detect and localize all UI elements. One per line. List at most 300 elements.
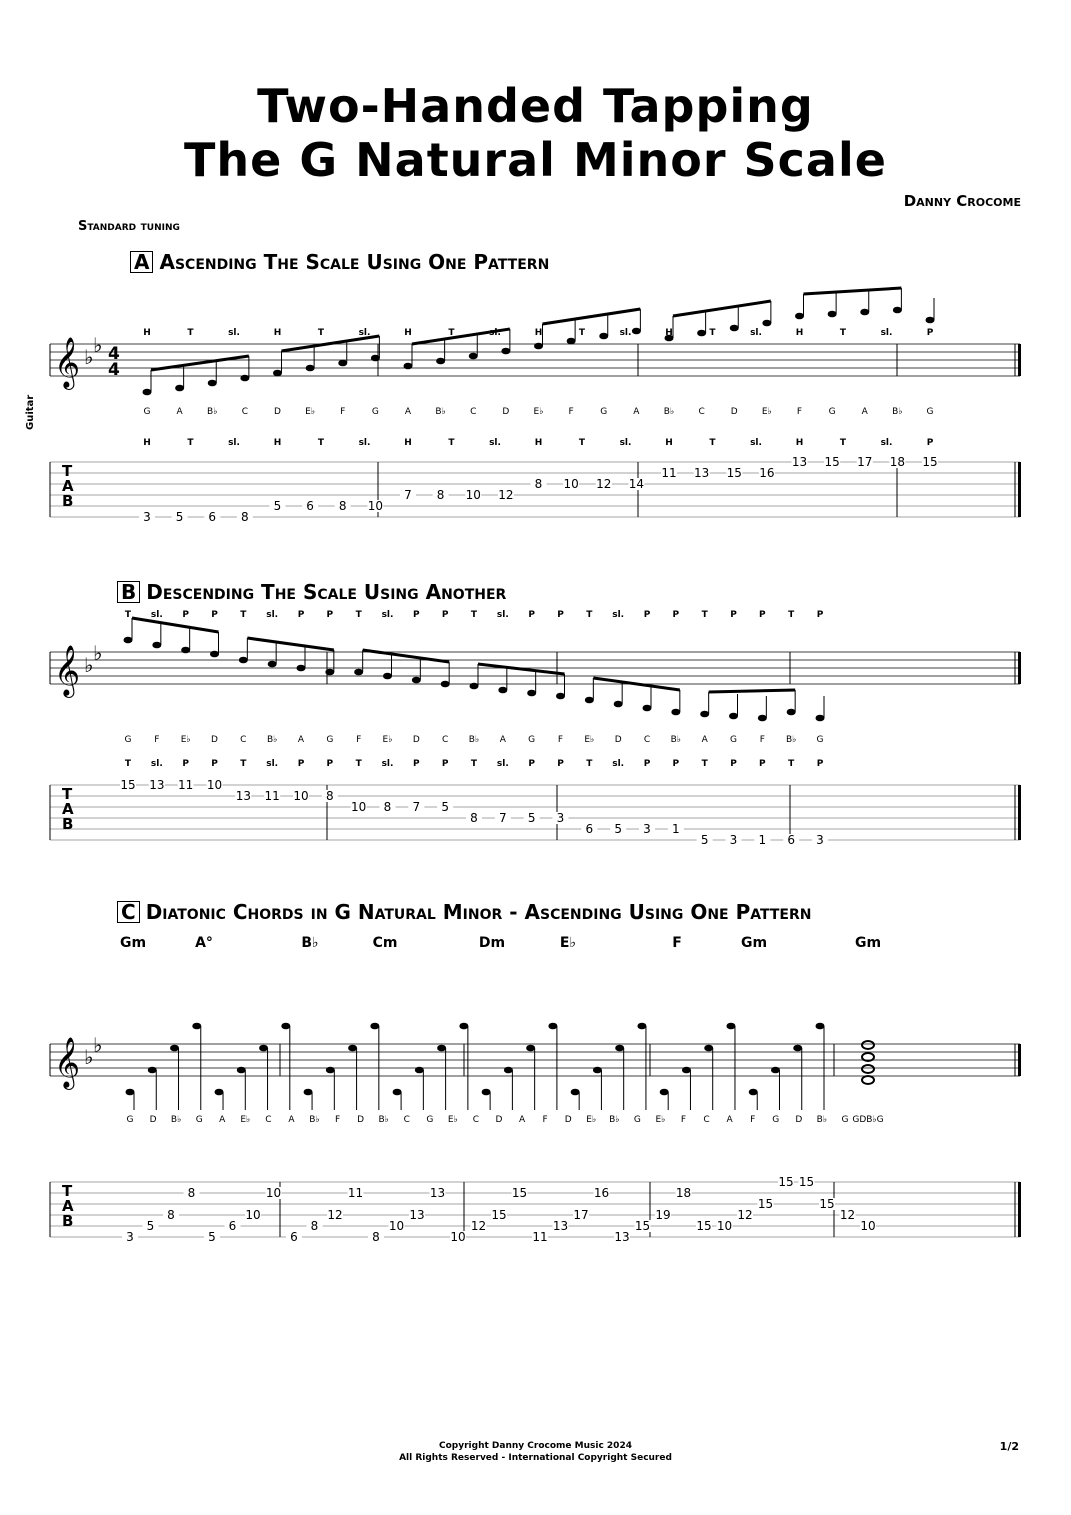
fret-number: 15 (634, 1219, 651, 1233)
fret-number: 3 (729, 833, 738, 847)
fret-number: 8 (534, 477, 543, 491)
technique-label: sl. (266, 610, 279, 620)
whole-note (862, 1076, 874, 1084)
technique-label: T (788, 610, 795, 620)
notehead (404, 363, 413, 370)
tuning-label: Standard tuning (78, 219, 180, 234)
note-name: E♭ (533, 407, 544, 417)
notehead (441, 681, 450, 688)
technique-label-tab: P (413, 759, 420, 769)
note-name: C (241, 407, 249, 417)
fret-number: 15 (726, 466, 742, 480)
tab-final-barline-thick (1018, 462, 1021, 517)
fret-number: 15 (922, 455, 938, 469)
notehead (585, 697, 594, 704)
notehead (124, 637, 133, 644)
fret-number: 15 (491, 1208, 507, 1222)
technique-label-tab: sl. (619, 438, 632, 448)
fret-number: 15 (798, 1175, 815, 1189)
technique-label: P (730, 610, 737, 620)
fret-number: 12 (498, 488, 514, 502)
note-name: B♭ (785, 735, 797, 745)
technique-label-tab: T (578, 438, 586, 448)
section-b-title: Descending The Scale Using Another (146, 580, 507, 604)
fret-number: 18 (675, 1186, 692, 1200)
note-name: B♭ (207, 407, 218, 417)
section-c-marker: C (117, 901, 140, 923)
note-name: B♭ (892, 407, 903, 417)
note-name: G (816, 735, 824, 745)
note-name: F (680, 1115, 687, 1125)
notehead (526, 1045, 535, 1052)
technique-label-tab: P (441, 759, 449, 769)
tab-final-barline-thick (1018, 785, 1021, 840)
technique-label-tab: T (586, 759, 593, 769)
whole-note (862, 1065, 874, 1073)
technique-label-tab: T (470, 759, 478, 769)
technique-label-tab: H (795, 438, 804, 448)
fret-number: 5 (527, 811, 536, 825)
technique-label-tab: P (730, 759, 737, 769)
treble-clef-icon: 𝄞 (54, 1037, 81, 1088)
note-name: C (265, 1115, 272, 1125)
chord-symbol: Dm (478, 935, 506, 951)
notehead (192, 1023, 201, 1030)
beam (247, 638, 334, 650)
note-name: G (841, 1115, 849, 1125)
technique-label: P (211, 610, 218, 620)
note-name: E♭ (382, 735, 393, 745)
notehead (637, 1023, 646, 1030)
technique-label: T (470, 610, 478, 620)
fret-number: 5 (175, 510, 184, 524)
treble-clef-icon: 𝄞 (54, 645, 81, 696)
tab-clef-letter: A (62, 800, 74, 818)
chord-symbol: A° (195, 935, 213, 951)
fret-number: 15 (757, 1197, 774, 1211)
technique-label-tab: sl. (358, 438, 371, 448)
note-name: C (698, 407, 705, 417)
notehead (501, 348, 510, 355)
fret-number: 7 (412, 800, 421, 814)
fret-number: 12 (737, 1208, 753, 1222)
note-name: A (499, 735, 506, 745)
technique-label-tab: T (839, 438, 847, 448)
page-number: 1/2 (999, 1440, 1019, 1453)
technique-label-tab: sl. (496, 759, 509, 769)
note-name: F (334, 1115, 341, 1125)
technique-label-tab: sl. (266, 759, 279, 769)
technique-label: H (143, 328, 151, 338)
notehead (771, 1067, 780, 1074)
technique-label: sl. (228, 328, 240, 338)
fret-number: 3 (643, 822, 651, 836)
flat-icon: ♭ (84, 345, 94, 369)
technique-label: T (709, 328, 716, 338)
fret-number: 3 (816, 833, 824, 847)
note-name: D (795, 1115, 803, 1125)
beam (804, 288, 902, 294)
flat-icon: ♭ (93, 1033, 103, 1057)
technique-label-tab: P (643, 759, 651, 769)
fret-number: 6 (306, 499, 314, 513)
technique-label: T (586, 610, 593, 620)
technique-label: H (795, 328, 804, 338)
fret-number: 8 (241, 510, 249, 524)
technique-label: P (528, 610, 535, 620)
fret-number: 1 (672, 822, 680, 836)
notehead (632, 328, 641, 335)
note-name: A (404, 407, 412, 417)
technique-label-tab: T (448, 438, 455, 448)
technique-label-tab: P (326, 759, 334, 769)
note-name: F (340, 407, 346, 417)
copyright-line: Copyright Danny Crocome Music 2024 (439, 1441, 632, 1451)
fret-number: 8 (167, 1208, 175, 1222)
chord-symbol: Gm (740, 935, 768, 951)
technique-label: sl. (612, 610, 625, 620)
chord-symbol: Cm (372, 935, 398, 951)
section-a-title: Ascending The Scale Using One Pattern (159, 250, 550, 274)
note-name: F (542, 1115, 548, 1125)
notehead (268, 661, 277, 668)
notehead (749, 1089, 758, 1096)
fret-number: 10 (351, 800, 367, 814)
flat-icon: ♭ (93, 641, 103, 665)
notehead (470, 683, 479, 690)
notehead (599, 333, 608, 340)
flat-icon: ♭ (84, 1045, 94, 1069)
treble-clef-icon: 𝄞 (54, 337, 81, 388)
notehead (482, 1089, 491, 1096)
note-name: G (143, 407, 151, 417)
notehead (259, 1045, 268, 1052)
section-c-title: Diatonic Chords in G Natural Minor - Ascending Using One Pattern (145, 900, 812, 924)
final-barline-thick (1018, 652, 1021, 684)
fret-number: 13 (149, 778, 165, 792)
notehead (816, 715, 825, 722)
technique-label: T (448, 328, 455, 338)
notehead (787, 709, 796, 716)
technique-label: sl. (880, 328, 893, 338)
technique-label: P (297, 610, 305, 620)
notehead (208, 380, 217, 387)
notehead (325, 669, 334, 676)
notehead (828, 311, 837, 318)
note-name: D (502, 407, 510, 417)
notehead (671, 709, 680, 716)
notehead (700, 711, 709, 718)
note-name: C (643, 735, 651, 745)
note-name: G (730, 735, 737, 745)
notehead (682, 1067, 691, 1074)
notehead (370, 1023, 379, 1030)
notehead (795, 313, 804, 320)
technique-label-tab: T (240, 759, 247, 769)
fret-number: 8 (187, 1186, 196, 1200)
notehead (762, 320, 771, 327)
technique-label: H (273, 328, 282, 338)
notehead (498, 687, 507, 694)
fret-number: 19 (655, 1208, 671, 1222)
fret-number: 13 (409, 1208, 425, 1222)
notehead (273, 370, 282, 377)
note-name: B♭ (663, 407, 675, 417)
note-name: D (211, 735, 218, 745)
note-name: G (426, 1115, 434, 1125)
fret-number: 16 (593, 1186, 610, 1200)
fret-number: 10 (450, 1230, 466, 1244)
fret-number: 5 (614, 822, 622, 836)
technique-label-tab: P (926, 438, 934, 448)
technique-label: sl. (150, 610, 163, 620)
note-name: A (297, 735, 305, 745)
notehead (726, 1023, 735, 1030)
technique-label-tab: sl. (612, 759, 625, 769)
fret-number: 10 (465, 488, 481, 502)
notehead (148, 1067, 157, 1074)
tab-clef-letter: B (62, 1212, 74, 1230)
notehead (571, 1089, 580, 1096)
note-name: E♭ (305, 407, 316, 417)
note-name: E♭ (655, 1115, 666, 1125)
technique-label: P (672, 610, 680, 620)
flat-icon: ♭ (93, 333, 103, 357)
note-name: G (326, 735, 334, 745)
fret-number: 15 (824, 455, 840, 469)
technique-label-tab: T (187, 438, 194, 448)
chord-symbol: Gm (854, 935, 882, 951)
note-name: D (495, 1115, 503, 1125)
note-name: C (470, 407, 477, 417)
technique-label: T (355, 610, 362, 620)
technique-label-tab: sl. (750, 438, 762, 448)
note-name: B♭ (670, 735, 682, 745)
fret-number: 10 (563, 477, 579, 491)
tab-clef-letter: A (62, 1197, 74, 1215)
notehead (354, 669, 363, 676)
note-name: D (357, 1115, 365, 1125)
note-name: C (703, 1115, 710, 1125)
note-name: F (759, 735, 765, 745)
notehead (297, 665, 306, 672)
fret-number: 12 (327, 1208, 343, 1222)
technique-label: P (926, 328, 934, 338)
note-name: F (356, 735, 362, 745)
notehead (143, 389, 152, 396)
fret-number: 8 (338, 499, 347, 513)
fret-number: 8 (383, 800, 392, 814)
notehead (816, 1023, 825, 1030)
notehead (348, 1045, 357, 1052)
technique-label: P (643, 610, 651, 620)
fret-number: 10 (265, 1186, 282, 1200)
time-signature-top: 4 (108, 344, 120, 364)
fret-number: 7 (499, 811, 507, 825)
fret-number: 15 (819, 1197, 835, 1211)
fret-number: 8 (310, 1219, 319, 1233)
technique-label-tab: P (528, 759, 535, 769)
technique-label: P (759, 610, 766, 620)
technique-label-tab: P (557, 759, 564, 769)
note-name: F (557, 735, 564, 745)
fret-number: 5 (273, 499, 282, 513)
notehead (437, 1045, 446, 1052)
tab-final-barline-thick (1018, 1182, 1021, 1237)
section-a-marker: A (130, 251, 153, 273)
note-name: F (154, 735, 160, 745)
tab-clef-letter: A (62, 477, 74, 495)
note-name: E♭ (761, 407, 772, 417)
fret-number: 10 (206, 778, 223, 792)
notehead (415, 1067, 424, 1074)
note-name: A (288, 1115, 295, 1125)
note-name: B♭ (309, 1115, 320, 1125)
note-name: C (403, 1115, 410, 1125)
note-name: B♭ (609, 1115, 620, 1125)
fret-number: 3 (556, 811, 565, 825)
final-barline-thick (1018, 1044, 1021, 1076)
technique-label-tab: T (701, 759, 708, 769)
technique-label: P (182, 610, 189, 620)
notehead (393, 1089, 402, 1096)
fret-number: 17 (857, 455, 873, 469)
fret-number: 5 (208, 1230, 216, 1244)
fret-number: 11 (178, 778, 194, 792)
whole-note (862, 1041, 874, 1049)
note-name: A (726, 1115, 733, 1125)
fret-number: 12 (470, 1219, 487, 1233)
technique-label: T (240, 610, 247, 620)
note-name: D (149, 1115, 157, 1125)
fret-number: 5 (146, 1219, 155, 1233)
fret-number: 15 (120, 778, 136, 792)
fret-number: 10 (388, 1219, 405, 1233)
notehead (527, 690, 536, 697)
note-name: C (240, 735, 247, 745)
note-name: A (176, 407, 183, 417)
notehead (459, 1023, 468, 1030)
chord-symbol: Gm (119, 935, 147, 951)
technique-label-tab: sl. (489, 438, 501, 448)
notehead (175, 385, 184, 392)
fret-number: 6 (585, 822, 594, 836)
note-name: A (701, 735, 708, 745)
note-name: B♭ (468, 735, 480, 745)
technique-label-tab: sl. (880, 438, 893, 448)
notehead (306, 365, 315, 372)
technique-label: H (404, 328, 412, 338)
notehead (237, 1067, 246, 1074)
notehead (567, 338, 576, 345)
beam (282, 336, 380, 351)
notehead (556, 693, 565, 700)
technique-label: H (534, 328, 543, 338)
notehead (412, 677, 421, 684)
technique-label: T (701, 610, 708, 620)
technique-label: sl. (489, 328, 501, 338)
technique-label: sl. (358, 328, 371, 338)
notehead (338, 360, 347, 367)
note-name: B♭ (378, 1115, 389, 1125)
note-name: G (926, 407, 934, 417)
technique-label-tab: T (355, 759, 362, 769)
fret-number: 13 (791, 455, 808, 469)
notehead (548, 1023, 557, 1030)
technique-label-tab: H (404, 438, 412, 448)
notehead (239, 657, 248, 664)
fret-number: 11 (347, 1186, 364, 1200)
fret-number: 6 (290, 1230, 298, 1244)
notehead (534, 343, 543, 350)
final-barline-thick (1018, 344, 1021, 376)
technique-label-tab: P (816, 759, 824, 769)
notehead (758, 715, 767, 722)
flat-icon: ♭ (84, 653, 94, 677)
fret-number: 1 (758, 833, 767, 847)
fret-number: 13 (693, 466, 710, 480)
note-name: D (564, 1115, 572, 1125)
technique-label-tab: sl. (150, 759, 163, 769)
note-name: G (828, 407, 836, 417)
fret-number: 13 (429, 1186, 446, 1200)
fret-number: 11 (532, 1230, 548, 1244)
notehead (660, 1089, 669, 1096)
fret-number: 3 (143, 510, 151, 524)
fret-number: 6 (228, 1219, 237, 1233)
note-name: A (861, 407, 868, 417)
instrument-label: Guitar (25, 394, 36, 430)
fret-number: 11 (264, 789, 280, 803)
note-name: GDB♭G (852, 1115, 884, 1125)
note-name: E♭ (240, 1115, 251, 1125)
notehead (504, 1067, 513, 1074)
note-name: D (614, 735, 622, 745)
tab-clef-letter: T (62, 785, 73, 803)
notehead (383, 673, 392, 680)
fret-number: 10 (716, 1219, 733, 1233)
note-name: B♭ (435, 407, 446, 417)
fret-number: 16 (759, 466, 775, 480)
note-name: F (568, 407, 574, 417)
fret-number: 13 (552, 1219, 569, 1233)
notehead (593, 1067, 602, 1074)
notehead (730, 325, 739, 332)
fret-number: 13 (235, 789, 251, 803)
section-b-marker: B (117, 581, 140, 603)
technique-label-tab: sl. (381, 759, 394, 769)
technique-label: sl. (750, 328, 762, 338)
beam (478, 664, 565, 674)
notehead (926, 317, 935, 324)
notehead (697, 330, 706, 337)
beam (673, 301, 771, 316)
note-name: D (274, 407, 281, 417)
note-name: B♭ (170, 1115, 182, 1125)
fret-number: 3 (126, 1230, 134, 1244)
note-name: F (796, 407, 803, 417)
technique-label-tab: T (317, 438, 325, 448)
tab-clef-letter: B (62, 492, 74, 510)
fret-number: 11 (661, 466, 677, 480)
fret-number: 6 (787, 833, 795, 847)
note-name: E♭ (586, 1115, 597, 1125)
beam (709, 690, 796, 692)
chord-symbol: B♭ (301, 935, 319, 951)
notehead (729, 713, 738, 720)
technique-label: T (578, 328, 586, 338)
technique-label-tab: T (709, 438, 716, 448)
